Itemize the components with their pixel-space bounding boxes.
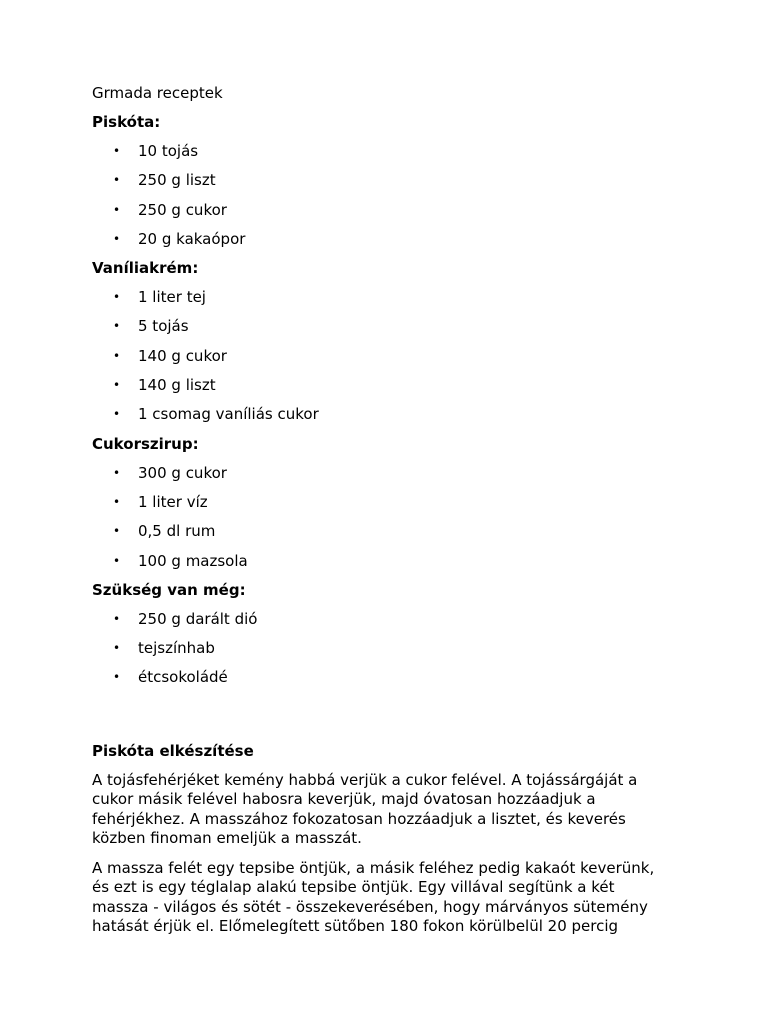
section-heading: Szükség van még: bbox=[92, 580, 246, 599]
list-item: • 10 tojás bbox=[92, 142, 692, 161]
section-spacer bbox=[92, 698, 692, 727]
paragraph-line: közben finoman emeljük a masszát. bbox=[92, 829, 362, 848]
list-item: • 140 g cukor bbox=[92, 347, 692, 366]
document-page bbox=[92, 84, 692, 947]
list-item: • 250 g darált dió bbox=[92, 610, 692, 629]
list-item: • 100 g mazsola bbox=[92, 552, 692, 571]
list-item: • étcsokoládé bbox=[92, 668, 692, 687]
preparation-paragraph bbox=[92, 771, 692, 849]
list-item: • 1 liter tej bbox=[92, 288, 692, 307]
list-item: • 250 g cukor bbox=[92, 201, 692, 220]
paragraph-line: hatását érjük el. Előmelegített sütőben 180 fokon körülbelül 20 percig bbox=[92, 917, 619, 936]
list-item: • 1 csomag vaníliás cukor bbox=[92, 405, 692, 424]
preparation-section bbox=[92, 742, 692, 937]
ingredient-list bbox=[92, 142, 692, 249]
ingredient-section-vaniliakrem bbox=[92, 259, 692, 424]
ingredient-section-cukorszirup bbox=[92, 435, 692, 571]
ingredient-section-szukseg bbox=[92, 581, 692, 688]
ingredient-list bbox=[92, 610, 692, 688]
preparation-paragraph bbox=[92, 859, 692, 937]
paragraph-line: fehérjékhez. A masszához fokozatosan hozzáadjuk a lisztet, és keverés bbox=[92, 809, 626, 828]
ingredient-list bbox=[92, 464, 692, 571]
list-item: • 20 g kakaópor bbox=[92, 230, 692, 249]
ingredient-list bbox=[92, 288, 692, 424]
section-heading: Vaníliakrém: bbox=[92, 259, 199, 278]
list-item: • 1 liter víz bbox=[92, 493, 692, 512]
section-heading: Piskóta: bbox=[92, 113, 161, 131]
paragraph-line: massza - világos és sötét - összekeverésében, hogy márványos sütemény bbox=[92, 897, 648, 916]
paragraph-line: cukor másik felével habosra keverjük, majd óvatosan hozzáadjuk a bbox=[92, 790, 596, 809]
document-title: Grmada receptek bbox=[92, 84, 223, 102]
paragraph-line: és ezt is egy téglalap alakú tepsibe öntjük. Egy villával segítünk a két bbox=[92, 878, 615, 897]
paragraph-line: A massza felét egy tepsibe öntjük, a másik feléhez pedig kakaót keverünk, bbox=[92, 858, 655, 877]
section-heading: Cukorszirup: bbox=[92, 434, 199, 453]
list-item: • 0,5 dl rum bbox=[92, 522, 692, 541]
preparation-heading: Piskóta elkészítése bbox=[92, 741, 254, 760]
list-item: • 300 g cukor bbox=[92, 464, 692, 483]
list-item: • 140 g liszt bbox=[92, 376, 692, 395]
list-item: • 5 tojás bbox=[92, 317, 692, 336]
ingredient-section-piskota bbox=[92, 113, 692, 249]
list-item: • tejszínhab bbox=[92, 639, 692, 658]
paragraph-line: A tojásfehérjéket kemény habbá verjük a cukor felével. A tojássárgáját a bbox=[92, 770, 638, 789]
list-item: • 250 g liszt bbox=[92, 171, 692, 190]
